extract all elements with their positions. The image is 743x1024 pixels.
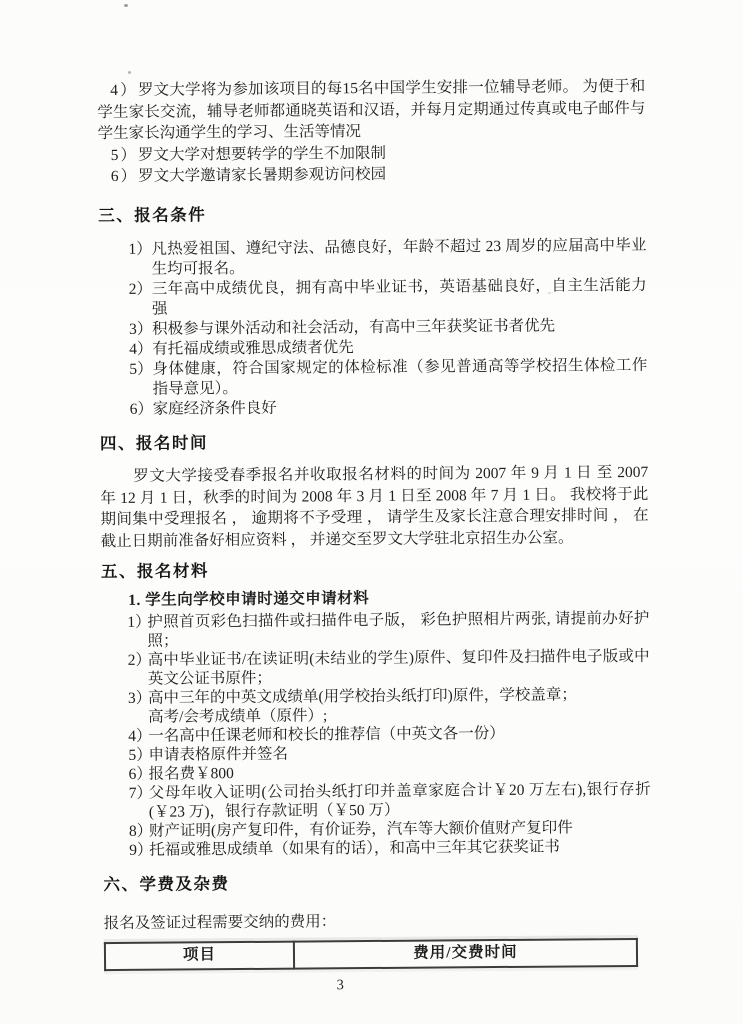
item-number: 4）: [110, 81, 138, 100]
item-text: 三年高中成绩优良，拥有高中毕业证书，英语基础良好，自主生活能力强: [151, 276, 647, 318]
item-text: 高中三年的中英文成绩单(用学校抬头纸打印)原件，学校盖章；: [147, 685, 577, 707]
item-number: 6）: [128, 765, 152, 783]
list-item: [102, 646, 650, 688]
item-number: 7）: [128, 784, 153, 802]
item-text: 托福或雅思成绩单（如果有的话），和高中三年其它获奖证书: [149, 838, 560, 859]
list-item: [98, 236, 646, 280]
item-number: 4）: [129, 340, 153, 358]
item-text: 父母年收入证明(公司抬头纸打印并盖章家庭合计￥20 万左右),银行存折(￥23 万)，银行存款证明（￥50 万）: [148, 780, 651, 821]
item-number: 5）: [110, 146, 139, 164]
item-text: 高中毕业证书/在读证明(未结业的学生)原件、复印件及扫描件电子版或中英文公证书原件；: [147, 647, 650, 688]
item-text: 罗文大学将为参加该项目的每15名中国学生安排一位辅导老师。 为便于和学生家长交流，辅导老师都通晓英语和汉语，并每月定期通过传真或电子邮件与学生家长沟通学生的学习、生活等情况: [97, 77, 646, 143]
item-text: 身体健康，符合国家规定的体检标准（参见普通高等学校招生体检工作指导意见）。: [152, 356, 648, 398]
section-title-application-requirements: 三、报名条件: [98, 204, 207, 225]
item-text: 财产证明(房产复印件，有价证券，汽车等大额价值财产复印件: [148, 818, 573, 840]
item-text: 罗文大学对想要转学的学生不加限制: [137, 144, 387, 164]
item-number: 3）: [129, 320, 153, 338]
section-title-tuition-fees: 六、学费及杂费: [103, 873, 230, 894]
item-number: 3）: [127, 689, 152, 707]
fees-table-header-cost-time: 费用/交费时间: [294, 938, 637, 968]
item-number: 5）: [128, 746, 152, 764]
item-text: 一名高中任课老师和校长的推荐信（中英文各一份）: [148, 724, 505, 745]
fees-table-header-row: [105, 938, 637, 969]
item-text-line2: 高考/会考成绩单（原件）;: [148, 706, 328, 726]
list-item: [97, 76, 645, 145]
list-item: [102, 684, 650, 726]
application-materials-list: [101, 608, 651, 859]
list-item: [98, 162, 646, 188]
item-text: 申请表格原件并签名: [148, 745, 288, 764]
item-number: 6）: [129, 400, 154, 418]
list-item: [103, 779, 651, 821]
item-number: 2）: [128, 280, 153, 298]
list-item: [99, 276, 647, 320]
list-item: [103, 836, 651, 859]
application-requirements-list: [98, 236, 647, 420]
item-text: 积极参与课外活动和社会活动，有高中三年获奖证书者优先: [152, 317, 556, 338]
item-number: 6）: [110, 167, 139, 186]
item-text: 家庭经济条件良好: [152, 399, 277, 418]
item-text: 罗文大学邀请家长暑期参观访问校园: [138, 165, 387, 185]
item-number: 1）: [127, 613, 151, 631]
item-number: 5）: [129, 360, 153, 378]
application-time-paragraph: 罗文大学接受春季报名并收取报名材料的时间为 2007 年 9 月 1 日 至 2007 年 12 月 1 日，秋季的时间为 2008 年 3 月 1 日至 2008 年 7 月 1 日。 我校将于此期间集中受理报名 ， 逾期将不予受理 ， 请学生及家长注意合理安排时间 ， 在截止日期前准备好相应资料 ， 并递交至罗文大学驻北京招生办公室。: [100, 463, 649, 550]
fees-table-header-item: 项目: [105, 941, 294, 969]
item-text: 凡热爱祖国、遵纪守法、品德良好，年龄不超过 23 周岁的应届高中毕业生均可报名。: [151, 236, 647, 278]
item-number: 4）: [128, 727, 152, 745]
fees-table: [104, 937, 638, 970]
item-number: 2）: [127, 651, 151, 669]
list-item: [99, 356, 647, 400]
item-text: 有托福成绩或雅思成绩者优先: [152, 339, 354, 358]
item-text: 护照首页彩色扫描件或扫描件电子版， 彩色护照相片两张, 请提前办好护照；: [147, 609, 650, 650]
fees-intro-text: 报名及签证过程需要交纳的费用：: [103, 912, 337, 932]
list-item: [100, 396, 648, 420]
item-number: 9）: [129, 841, 153, 859]
item-text: 报名费￥800: [148, 764, 234, 783]
item-number: 1）: [128, 240, 152, 258]
section-title-application-materials: 五、报名材料: [100, 561, 210, 582]
list-item: [101, 608, 649, 650]
program-features-list: [97, 76, 646, 188]
item-number: 8）: [128, 822, 153, 840]
materials-subtitle: 1. 学生向学校申请时递交申请材料: [128, 589, 370, 609]
page-number: 3: [336, 976, 344, 993]
section-title-application-time: 四、报名时间: [99, 433, 209, 454]
